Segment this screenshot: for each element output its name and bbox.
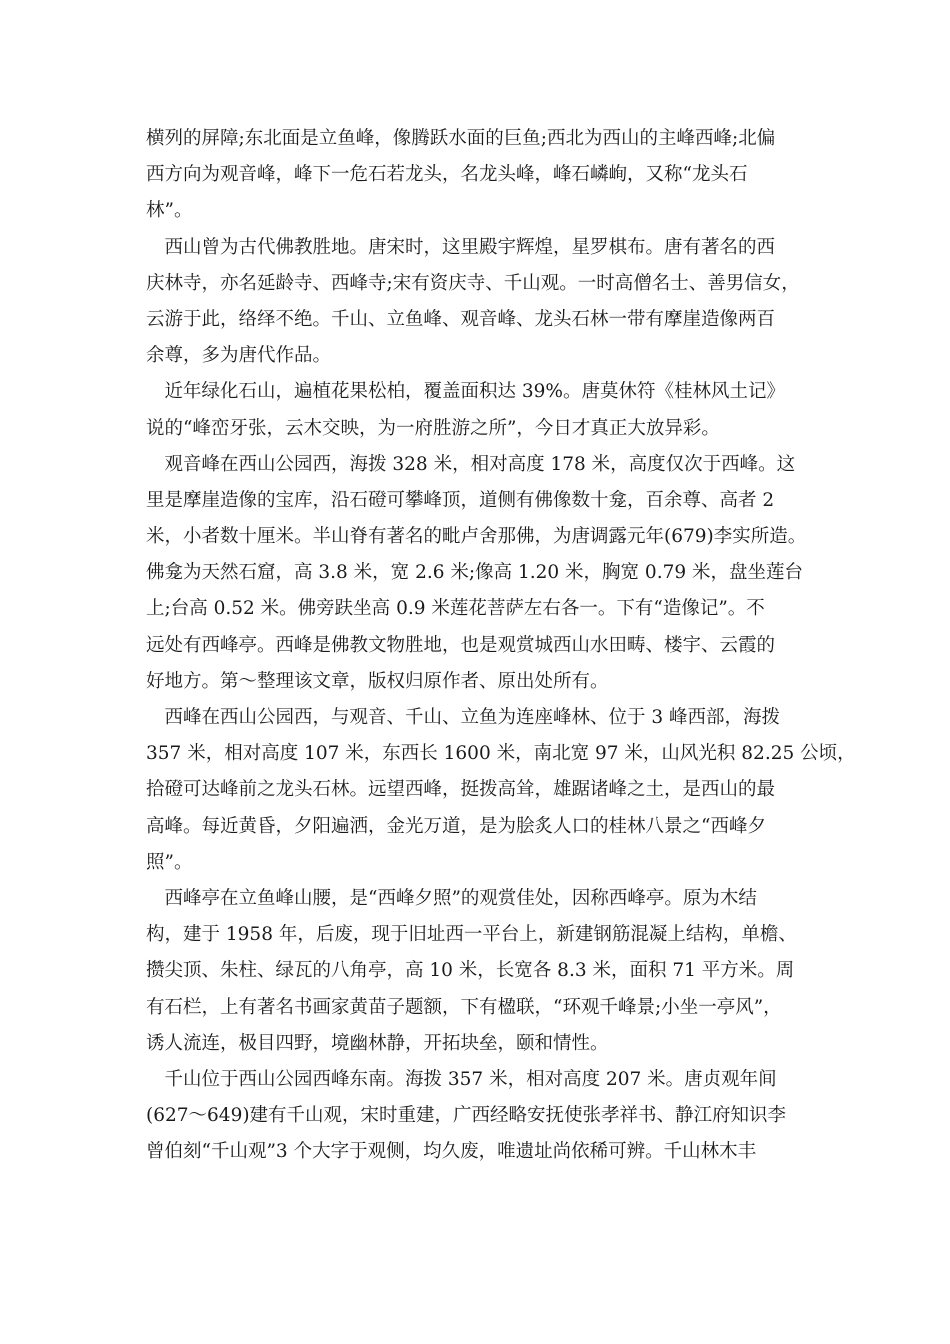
document-body: [146, 121, 856, 1170]
text-line: 有石栏，上有著名书画家黄苗子题额，下有楹联，“环观千峰景;小坐一亭风”，: [146, 996, 782, 1018]
text-line: 上;台高 0.52 米。佛旁趺坐高 0.9 米莲花菩萨左右各一。下有“造像记”。不: [146, 598, 765, 620]
text-line: 云游于此，络绎不绝。千山、立鱼峰、观音峰、龙头石林一带有摩崖造像两百: [146, 308, 776, 330]
text-line: 里是摩崖造像的宝库，沿石磴可攀峰顶，道侧有佛像数十龛，百余尊、高者 2: [146, 489, 775, 511]
text-line: 拾磴可达峰前之龙头石林。远望西峰，挺拨高耸，雄踞诸峰之土，是西山的最: [146, 779, 776, 801]
text-line: 西峰在西山公园西，与观音、千山、立鱼为连座峰林、位于 3 峰西部，海拨: [146, 707, 781, 728]
text-line: 横列的屏障;东北面是立鱼峰，像腾跃水面的巨鱼;西北为西山的主峰西峰;北偏: [146, 128, 776, 149]
text-line: 余尊，多为唐代作品。: [146, 345, 332, 367]
text-line: 构，建于 1958 年，后废，现于旧址西一平台上，新建钢筋混凝上结构，单檐、: [146, 924, 797, 946]
text-line: 西方向为观音峰，峰下一危石若龙头，名龙头峰，峰石嶙峋，又称“龙头石: [146, 164, 748, 186]
text-line: 说的“峰峦牙张，云木交映，为一府胜游之所”，今日才真正大放异彩。: [146, 417, 720, 439]
text-line: 照”。: [146, 851, 193, 873]
text-line: 曾伯刻“千山观”3 个大字于观侧，均久废，唯遗址尚依稀可辨。千山林木丰: [146, 1141, 757, 1163]
text-line: 观音峰在西山公园西，海拨 328 米，相对高度 178 米，高度仅次于西峰。这: [146, 453, 796, 475]
text-line: 好地方。第～整理该文章，版权归原作者、原出处所有。: [146, 670, 609, 692]
text-line: 攒尖顶、朱柱、绿瓦的八角亭，高 10 米，长宽各 8.3 米，面积 71 平方米。周: [146, 960, 795, 982]
text-line: 357 米，相对高度 107 米，东西长 1600 米，南北宽 97 米，山风光积 82.25 公顷，: [146, 743, 856, 765]
text-line: 西山曾为古代佛教胜地。唐宋时，这里殿宇辉煌，星罗棋布。唐有著名的西: [146, 236, 776, 258]
text-line: 远处有西峰亭。西峰是佛教文物胜地，也是观赏城西山水田畴、楼宇、云霞的: [146, 634, 776, 656]
text-line: 庆林寺，亦名延龄寺、西峰寺;宋有资庆寺、千山观。一时高僧名士、善男信女，: [146, 272, 800, 294]
text-line: 林”。: [146, 200, 193, 222]
text-line: 诱人流连，极目四野，境幽林静，开拓块垒，颐和情性。: [146, 1032, 609, 1054]
text-line: 近年绿化石山，遍植花果松柏，覆盖面积达 39%。唐莫休符《桂林风土记》: [146, 381, 786, 403]
text-line: (627～649)建有千山观，宋时重建，广西经略安抚使张孝祥书、静江府知识李: [146, 1105, 787, 1127]
text-line: 米，小者数十厘米。半山脊有著名的毗卢舍那佛，为唐调露元年(679)李实所造。: [146, 526, 807, 548]
text-line: 千山位于西山公园西峰东南。海拨 357 米，相对高度 207 米。唐贞观年间: [146, 1068, 777, 1090]
text-line: 西峰亭在立鱼峰山腰，是“西峰夕照”的观赏佳处，因称西峰亭。原为木结: [146, 887, 757, 909]
text-line: 高峰。每近黄昏，夕阳遍洒，金光万道，是为脍炙人口的桂林八景之“西峰夕: [146, 815, 766, 837]
text-line: 佛龛为天然石窟，高 3.8 米，宽 2.6 米;像高 1.20 米，胸宽 0.79 米，盘坐莲台: [146, 562, 804, 584]
